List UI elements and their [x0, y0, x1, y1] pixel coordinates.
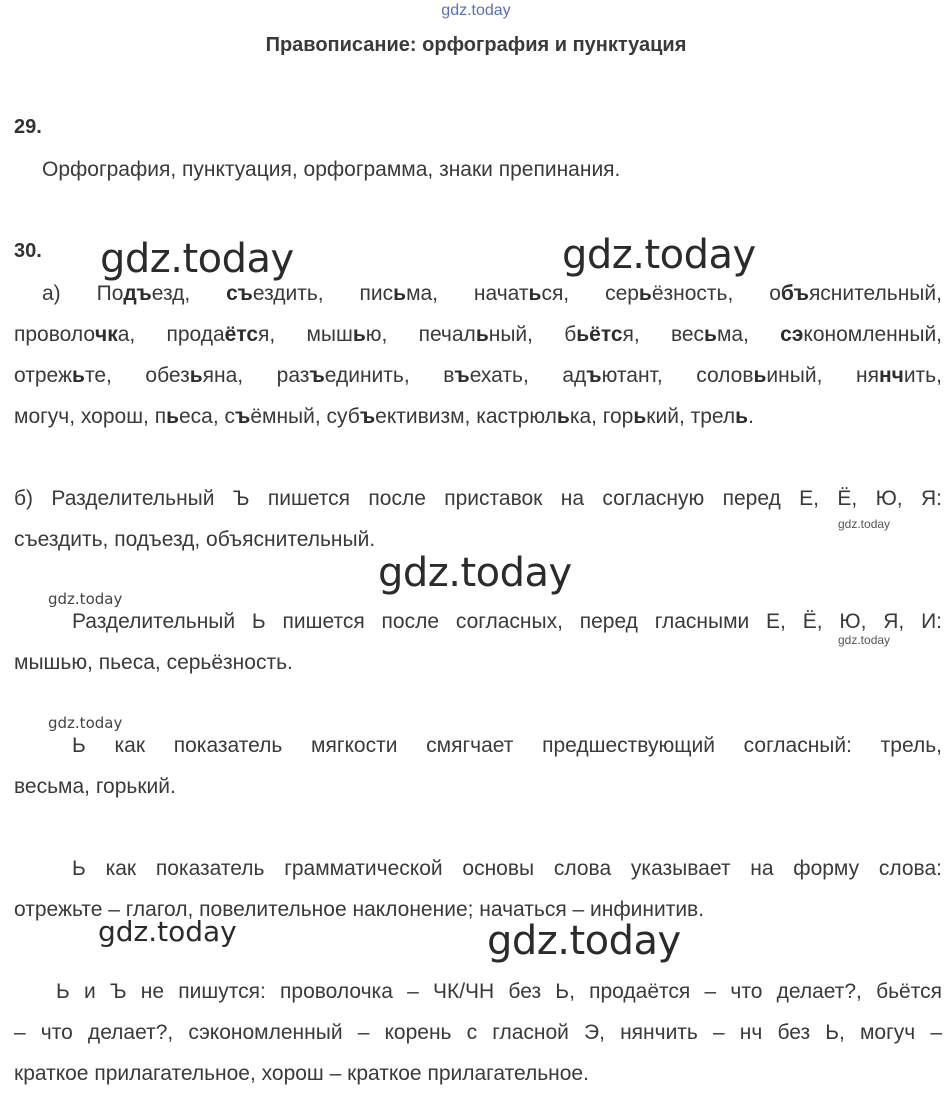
watermark-tiny-2: gdz.today [838, 633, 891, 647]
task-30b-p1-line-1: б) Разделительный Ъ пишется после приставок на согласную перед Е, Ё, Ю, Я: [14, 487, 942, 510]
task-29-answer: Орфография, пунктуация, орфограмма, знаки препинания. [42, 158, 621, 181]
watermark-small-2: gdz.today [48, 714, 123, 732]
task-30b-p4-line-1: Ь как показатель грамматической основы слова указывает на форму слова: [72, 857, 942, 880]
watermark-tiny-1: gdz.today [838, 517, 891, 531]
page-title: Правописание: орфография и пунктуация [265, 34, 687, 56]
task-30a-line-3: отрежьте, обезьяна, разъединить, въехать, адъютант, соловьиный, нянчить, [14, 364, 942, 387]
task-30b-p3-line-1: Ь как показатель мягкости смягчает предшествующий согласный: трель, [72, 734, 942, 757]
task-number-30: 30. [14, 240, 42, 262]
watermark-small-1: gdz.today [48, 590, 123, 608]
task-30b-p5-line-2: – что делает?, сэкономленный – корень с гласной Э, нянчить – нч без Ь, могуч – [14, 1021, 942, 1044]
task-30a-line-1: а) Подъезд, съездить, письма, начаться, серьёзность, объяснительный, [42, 282, 942, 305]
task-number-29: 29. [14, 116, 42, 138]
watermark-top: gdz.today [441, 2, 511, 19]
task-30b-p1-line-2: съездить, подъезд, объяснительный. [14, 528, 376, 551]
watermark-mid-1: gdz.today [98, 915, 237, 948]
watermark-big-2: gdz.today [562, 232, 756, 278]
task-30b-p5-line-3: краткое прилагательное, хорош – краткое прилагательное. [14, 1062, 589, 1085]
task-30b-p2-line-2: мышью, пьеса, серьёзность. [14, 651, 293, 674]
label-a: а) [42, 282, 61, 305]
watermark-big-4: gdz.today [487, 918, 681, 964]
task-30a-line-2: проволочка, продаётся, мышью, печальный, бьётся, весьма, сэкономленный, [14, 323, 943, 346]
watermark-big-3: gdz.today [378, 550, 572, 596]
task-30b-p3-line-2: весьма, горький. [14, 775, 176, 798]
task-30b-p5-line-1: Ь и Ъ не пишутся: проволочка – ЧК/ЧН без Ь, продаётся – что делает?, бьётся [56, 980, 942, 1003]
watermark-big-1: gdz.today [100, 236, 294, 282]
task-30a-line-4: могуч, хорош, пьеса, съёмный, субъективизм, кастрюлька, горький, трель. [14, 405, 754, 428]
task-30b-p4-line-2: отрежьте – глагол, повелительное наклонение; начаться – инфинитив. [14, 898, 705, 921]
task-30b-p2-line-1: Разделительный Ь пишется после согласных, перед гласными Е, Ё, Ю, Я, И: [72, 610, 942, 633]
